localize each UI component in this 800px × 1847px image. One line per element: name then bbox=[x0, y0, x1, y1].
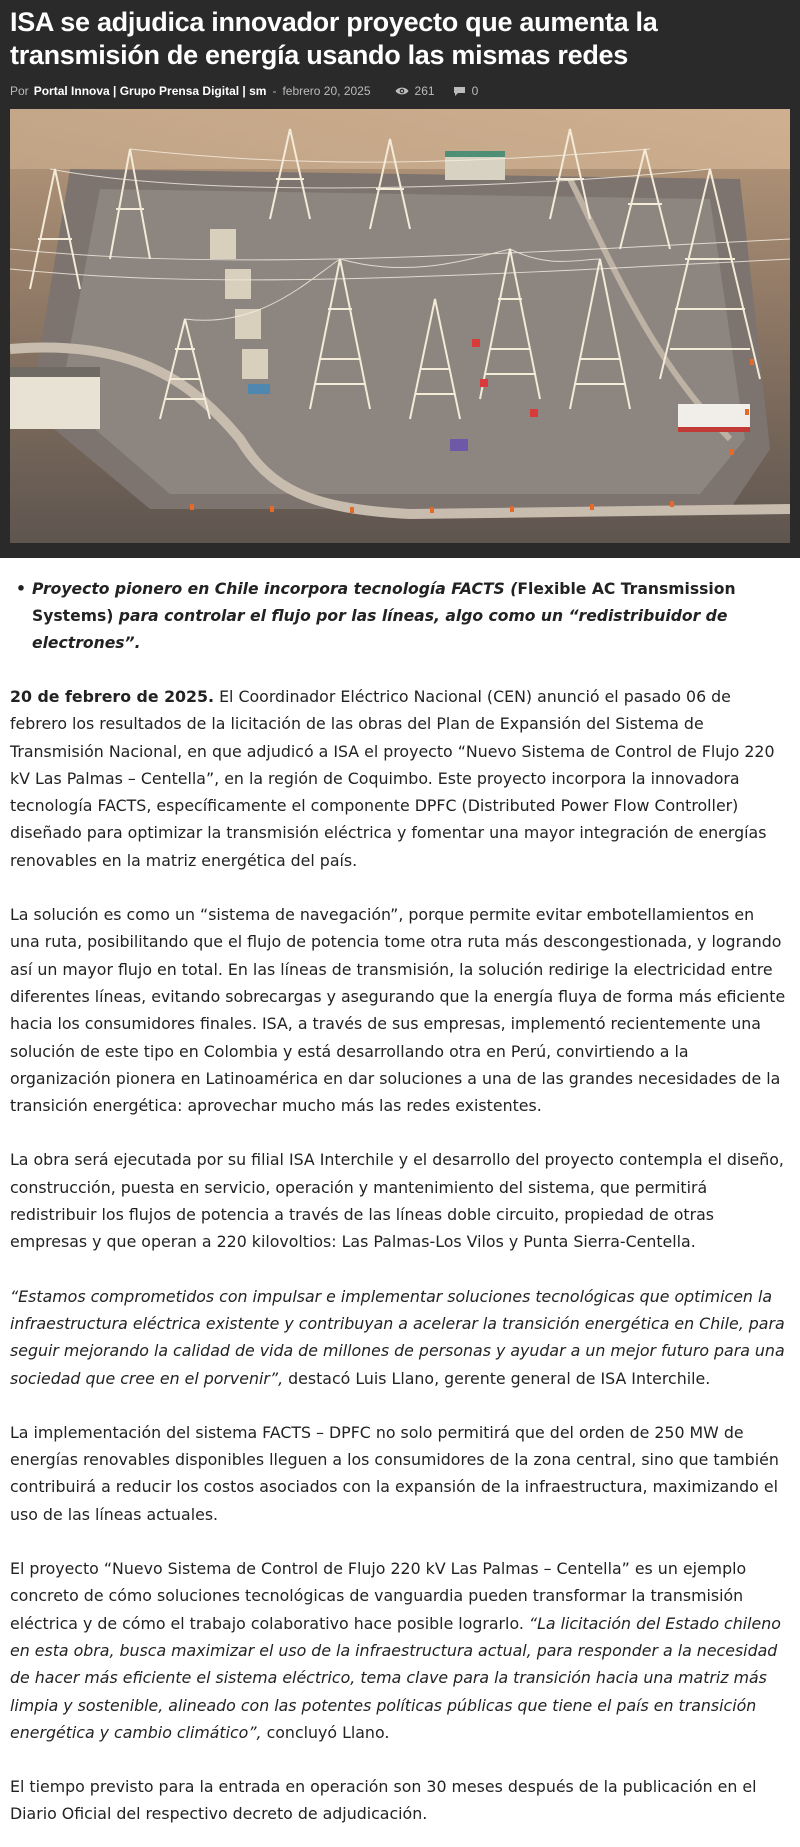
bullet-marker: • bbox=[16, 580, 26, 598]
lead-part3: para controlar el flujo por las líneas, algo como un “redistribuidor de electrones”. bbox=[32, 607, 728, 652]
article-body bbox=[10, 683, 788, 1828]
meta-separator: - bbox=[272, 84, 277, 98]
paragraph-date: 20 de febrero de 2025. bbox=[10, 687, 215, 706]
paragraph-6 bbox=[10, 1555, 788, 1746]
author-link[interactable]: Portal Innova | Grupo Prensa Digital | sm bbox=[33, 84, 267, 98]
paragraph-3: La obra será ejecutada por su filial ISA Interchile y el desarrollo del proyecto contempla el diseño, construcción, puesta en servicio, operación y mantenimiento del sistema, que permitirá redistribuir los flujos de potencia a través de las líneas doble circuito, propiedad de otras empresas y que operan a 220 kilovoltios: Las Palmas-Los Vilos y Punta Sierra-Centella. bbox=[10, 1150, 784, 1252]
article-meta bbox=[10, 83, 790, 99]
lead-bullet bbox=[10, 576, 784, 657]
substation-photo bbox=[10, 109, 790, 543]
paragraph-4-text: destacó Luis Llano, gerente general de ISA Interchile. bbox=[283, 1368, 711, 1388]
meta-by: Por bbox=[10, 84, 29, 98]
paragraph-2: La solución es como un “sistema de navegación”, porque permite evitar embotellamientos en una ruta, posibilitando que el flujo de potencia tome otra ruta más descongestionada, y logrando así un mayor flujo en total. En las líneas de transmisión, la solución redirige la electricidad entre diferentes líneas, evitando sobrecargas y asegurando que la energía fluya de forma más eficiente hacia los consumidores finales. ISA, a través de sus empresas, implementó recientemente una solución de este tipo en Colombia y está desarrollando otra en Perú, convirtiendo a la organización pionera en Latinoamérica en dar soluciones a una de las grandes necesidades de la transición energética: aprovechar mucho más las redes existentes. bbox=[10, 905, 786, 1116]
views-value: 261 bbox=[414, 84, 435, 98]
publish-date: febrero 20, 2025 bbox=[282, 84, 371, 98]
paragraph-6-text: El proyecto “Nuevo Sistema de Control de Flujo 220 kV Las Palmas – Centella” es un ejemplo concreto de cómo soluciones tecnológicas de vanguardia pueden transformar la transmisión eléctrica y de cómo el trabajo colaborativo hace posible lograrlo. bbox=[10, 1559, 747, 1633]
comments-value: 0 bbox=[471, 84, 479, 98]
paragraph-6-end: concluyó Llano. bbox=[261, 1722, 390, 1742]
comment-icon bbox=[453, 86, 466, 97]
paragraph-4 bbox=[10, 1283, 788, 1392]
views-count bbox=[395, 84, 435, 98]
article-title: ISA se adjudica innovador proyecto que aumenta la transmisión de energía usando las mismas redes bbox=[10, 7, 658, 70]
eye-icon bbox=[395, 86, 409, 96]
paragraph-7: El tiempo previsto para la entrada en operación son 30 meses después de la publicación en el Diario Oficial del respectivo decreto de adjudicación. bbox=[10, 1777, 757, 1824]
quote-1: “Estamos comprometidos con impulsar e implementar soluciones tecnológicas que optimicen la infraestructura eléctrica existente y contribuyan a acelerar la transición energética en Chile, para seguir mejorando la calidad de vida de millones de personas y ayudar a un mejor futuro para una sociedad que cree en el porvenir”, bbox=[10, 1286, 785, 1388]
lead-part2: Flexible AC Transmission Systems) bbox=[32, 580, 736, 625]
article-header bbox=[0, 0, 800, 109]
paragraph-1-text: El Coordinador Eléctrico Nacional (CEN) anunció el pasado 06 de febrero los resultados de la licitación de las obras del Plan de Expansión del Sistema de Transmisión Nacional, en que adjudicó a ISA el proyecto “Nuevo Sistema de Control de Flujo 220 kV Las Palmas – Centella”, en la región de Coquimbo. Este proyecto incorpora la innovadora tecnología FACTS, específicamente el componente DPFC (Distributed Power Flow Controller) diseñado para optimizar la transmisión eléctrica y fomentar una mayor integración de energías renovables en la matriz energética del país. bbox=[10, 687, 775, 870]
quote-2: “La licitación del Estado chileno en esta obra, busca maximizar el uso de la infraestructura actual, para responder a la necesidad de hacer más eficiente el sistema eléctrico, tema clave para la transición hacia una matriz más limpia y sostenible, alineado con las potentes políticas públicas que tiene el país en transición energética y cambio climático”, bbox=[10, 1613, 781, 1742]
paragraph-1 bbox=[10, 683, 788, 874]
comments-count[interactable] bbox=[453, 84, 479, 98]
paragraph-5: La implementación del sistema FACTS – DPFC no solo permitirá que del orden de 250 MW de energías renovables disponibles lleguen a los consumidores de la zona central, sino que también contribuirá a reducir los costos asociados con la expansión de la infraestructura, maximizando el uso de las líneas actuales. bbox=[10, 1422, 779, 1524]
hero-image-container bbox=[0, 109, 800, 558]
lead-part1: Proyecto pionero en Chile incorpora tecnología FACTS ( bbox=[32, 580, 518, 598]
